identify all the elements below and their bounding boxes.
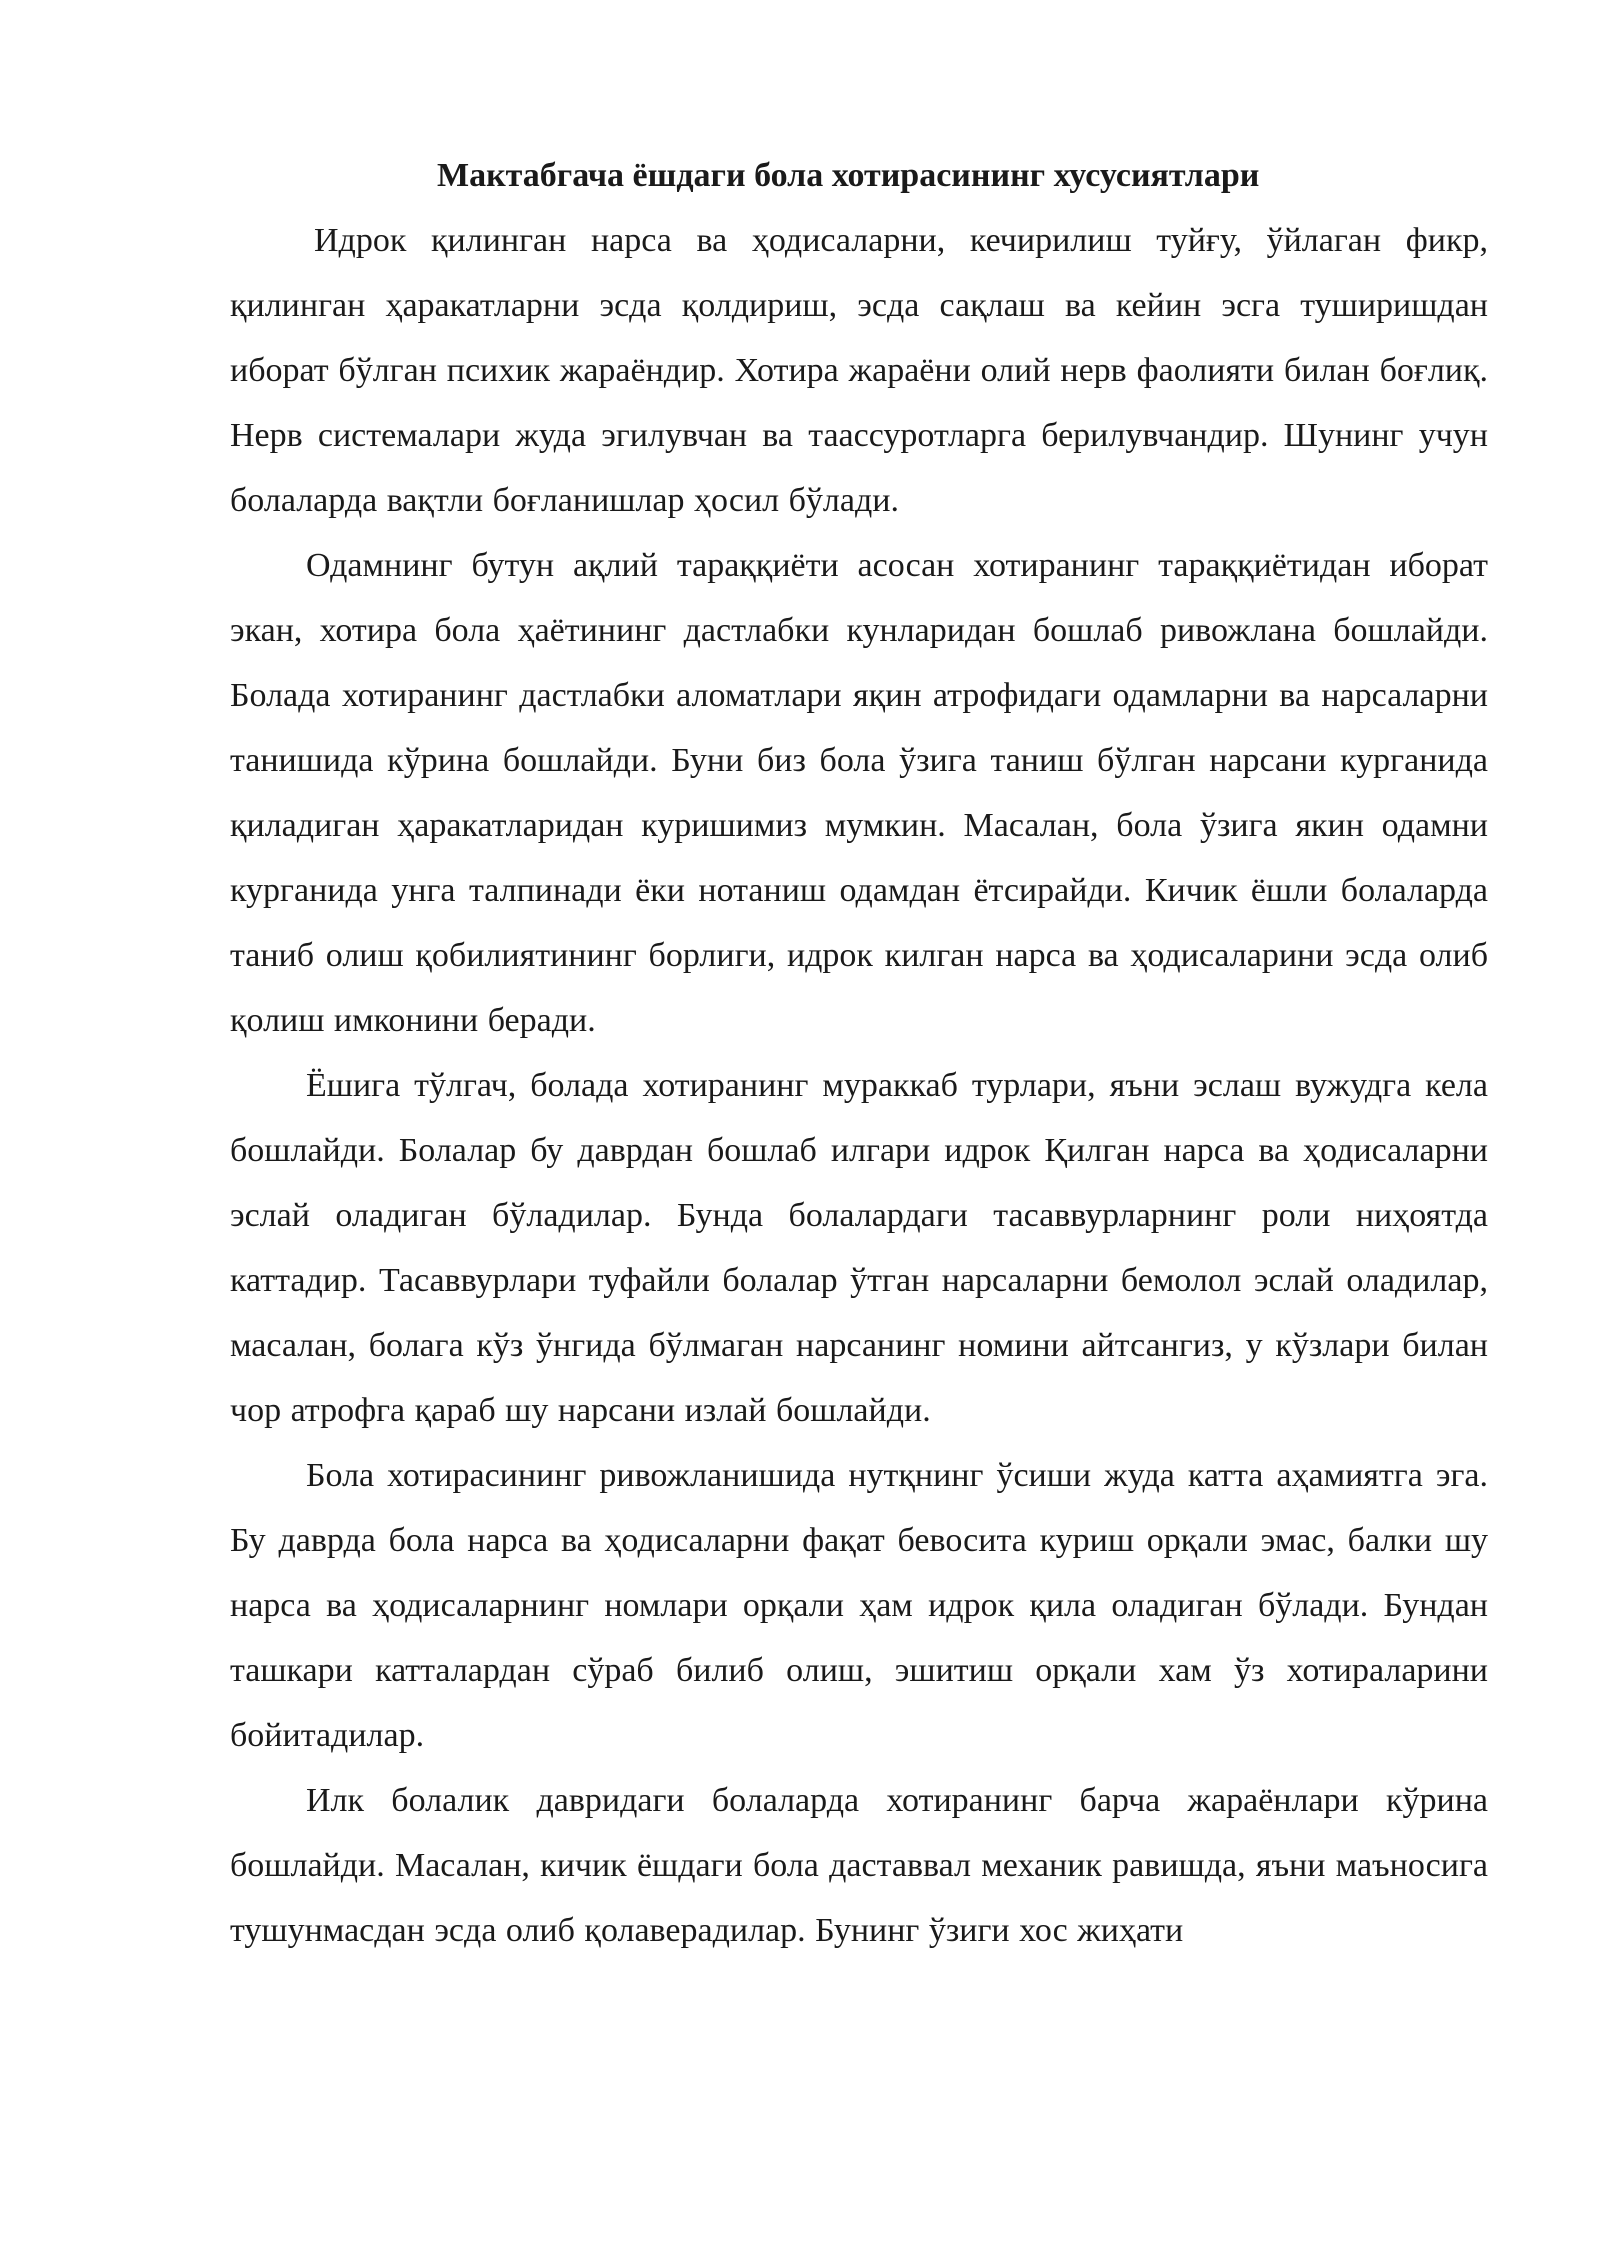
paragraph-5: Илк болалик давридаги болаларда хотиранинг барча жараёнлари кўрина бошлайди. Масалан, кичик ёшдаги бола даставвал механик равишда, яъни маъносига тушунмасдан эсда олиб қолаверадилар. Бунинг ўзиги хос жиҳати bbox=[230, 1782, 1488, 1949]
document-title: Мактабгача ёшдаги бола хотирасининг хусусиятлари bbox=[437, 157, 1260, 194]
paragraph-1: Идрок қилинган нарса ва ҳодисаларни, кечирилиш туйғу, ўйлаган фикр, қилинган ҳаракатларни эсда қолдириш, эсда сақлаш ва кейин эсга туширишдан иборат бўлган психик жараёндир. Хотира жараёни олий нерв фаолияти билан боғлиқ. Нерв системалари жуда эгилувчан ва таассуротларга берилувчандир. Шунинг учун болаларда вақтли боғланишлар ҳосил бўлади. bbox=[230, 222, 1488, 519]
paragraph-2: Одамнинг бутун ақлий тараққиёти асосан хотиранинг тараққиётидан иборат экан, хотира бола ҳаётининг дастлабки кунларидан бошлаб ривожлана бошлайди. Болада хотиранинг дастлабки аломатлари яқин атрофидаги одамларни ва нарсаларни танишида кўрина бошлайди. Буни биз бола ўзига таниш бўлган нарсани курганида қиладиган ҳаракатларидан куришимиз мумкин. Масалан, бола ўзига якин одамни курганида унга талпинади ёки нотаниш одамдан ётсирайди. Кичик ёшли болаларда таниб олиш қобилиятининг борлиги, идрок килган нарса ва ҳодисаларини эсда олиб қолиш имконини беради. bbox=[230, 547, 1488, 1039]
document-body bbox=[230, 150, 1488, 1963]
paragraph-3: Ёшига тўлгач, болада хотиранинг мураккаб турлари, яъни эслаш вужудга кела бошлайди. Болалар бу даврдан бошлаб илгари идрок Қилган нарса ва ҳодисаларни эслай оладиган бўладилар. Бунда болалардаги тасаввурларнинг роли ниҳоятда каттадир. Тасаввурлари туфайли болалар ўтган нарсаларни бемолол эслай оладилар, масалан, болага кўз ўнгида бўлмаган нарсанинг номини айтсангиз, у кўзлари билан чор атрофга қараб шу нарсани излай бошлайди. bbox=[230, 1067, 1488, 1429]
paragraph-4: Бола хотирасининг ривожланишида нутқнинг ўсиши жуда катта аҳамиятга эга. Бу даврда бола нарса ва ҳодисаларни фақат бевосита куриш орқали эмас, балки шу нарса ва ҳодисаларнинг номлари орқали ҳам идрок қила оладиган бўлади. Бундан ташкари катталардан сўраб билиб олиш, эшитиш орқали хам ўз хотираларини бойитадилар. bbox=[230, 1457, 1488, 1754]
